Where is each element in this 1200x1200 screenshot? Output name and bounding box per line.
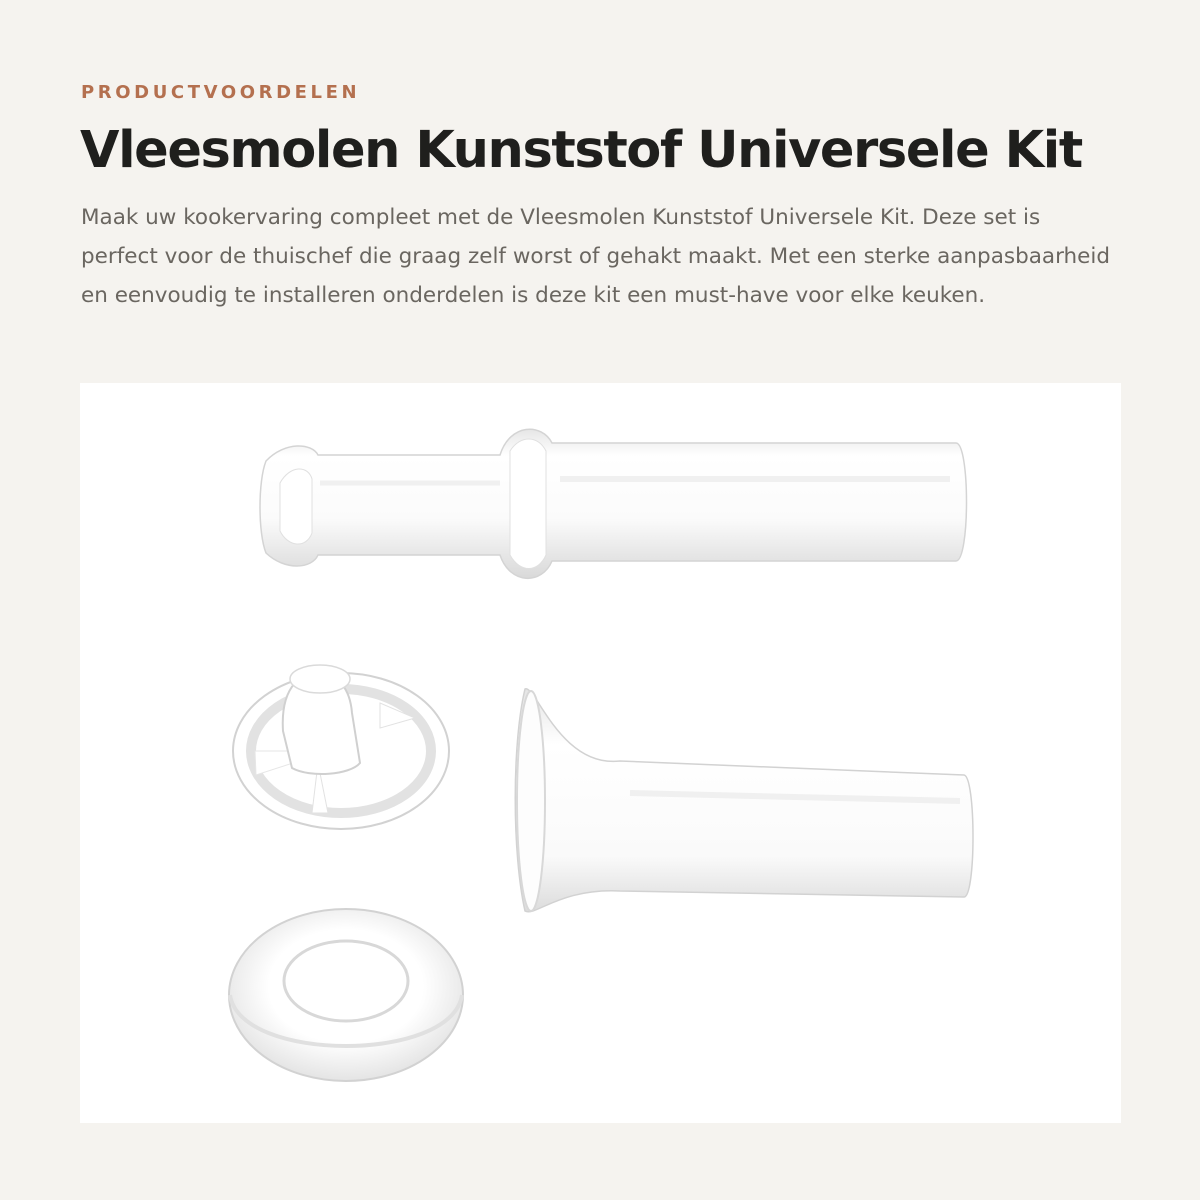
sausage-tube-large — [260, 429, 967, 578]
section-eyebrow: PRODUCTVOORDELEN — [81, 82, 361, 103]
star-divider — [233, 665, 449, 829]
spacer-ring — [229, 909, 463, 1081]
product-description: Maak uw kookervaring compleet met de Vleesmolen Kunststof Universele Kit. Deze set is perfect voor de thuischef die graag zelf worst of gehakt maakt. Met een sterke aanpasbaarheid en eenvoudig te installeren onderdelen is deze kit een must-have voor elke keuken. — [81, 205, 1111, 308]
product-image — [80, 383, 1121, 1123]
product-title: Vleesmolen Kunststof Universele Kit — [80, 121, 1082, 180]
sausage-funnel-small — [515, 689, 973, 912]
